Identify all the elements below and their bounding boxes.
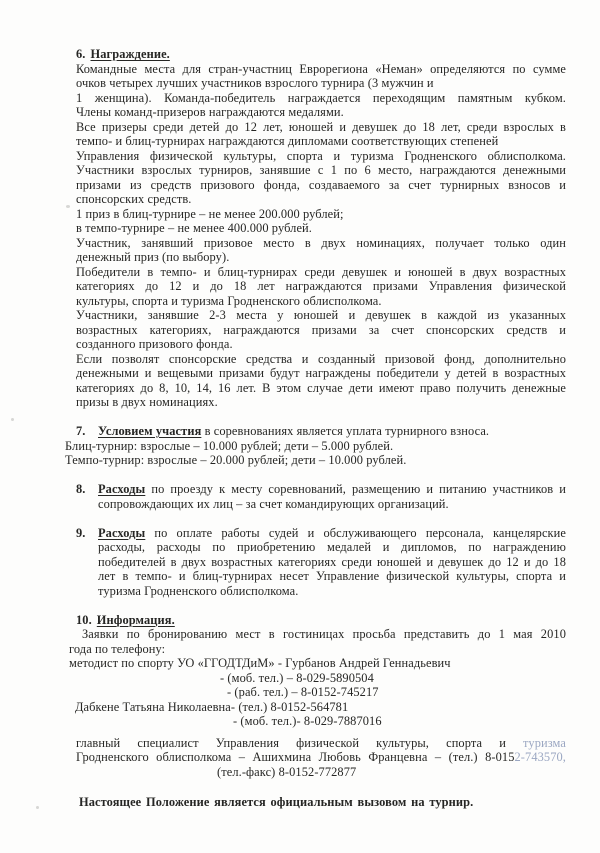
doc-line xyxy=(76,352,566,367)
doc-line xyxy=(76,178,566,193)
text-run: категориях до 8, 10, 14, 16 лет. В этом случае дети имеют право получить денежные xyxy=(76,380,566,395)
paragraph-gap xyxy=(76,779,566,795)
text-run: созданного призового фонда. xyxy=(76,337,233,351)
section-title: Награждение. xyxy=(90,47,170,61)
item-number: 8. xyxy=(76,482,86,496)
faded-text: туризма xyxy=(523,735,566,750)
doc-line xyxy=(76,207,566,222)
doc-line xyxy=(76,497,566,512)
doc-line xyxy=(76,265,566,280)
text-run: (тел.-факс) 8-0152-772877 xyxy=(217,764,357,779)
doc-line xyxy=(220,671,566,686)
text-run: очков четырех лучших участников взрослого турнира (3 мужчин и xyxy=(76,76,434,90)
text-run: спонсорских средств. xyxy=(76,192,192,206)
text-run: 1 приз в блиц-турнире – не менее 200.000 рублей; xyxy=(76,206,344,221)
doc-line xyxy=(76,134,566,149)
doc-line xyxy=(76,76,566,91)
scan-speckle xyxy=(11,418,14,421)
doc-line xyxy=(76,236,566,251)
section-number: 10. xyxy=(76,612,92,627)
doc-line xyxy=(227,685,566,700)
text-run: победителей в двух возрастных категориях среди юношей и девушек до 12 и до 18 xyxy=(98,554,566,569)
text-run: туризма Гродненского облисполкома. xyxy=(98,583,299,598)
text-run: сопровождающих их лиц – за счет командирующих организаций. xyxy=(98,496,449,511)
text-run: лет в темпо- и блиц-турнирах несет Управление физической культуры, спорта и xyxy=(98,569,566,583)
text-run: в темпо-турнире – не менее 400.000 рублей. xyxy=(76,221,312,235)
text-run: денежными и вещевыми призами будут награждены победители у детей в возрастных xyxy=(76,366,566,380)
doc-line xyxy=(65,453,566,468)
doc-line xyxy=(69,642,566,657)
text-run: Если позволят спонсорские средства и созданный призовой фонд, дополнительно xyxy=(76,351,566,366)
item-number: 9. xyxy=(76,525,86,540)
doc-line xyxy=(65,439,566,454)
item-lead: Условием участия xyxy=(98,424,202,438)
doc-line xyxy=(79,795,566,810)
text-run: возрастных категориях, награждаются призами за счет спонсорских средств и xyxy=(76,322,566,337)
doc-line xyxy=(82,627,566,642)
text-run: Управления физической культуры, спорта и туризма Гродненского облисполкома. xyxy=(76,148,566,163)
text-run: Дабкене Татьяна Николаевна- (тел.) 8-0152-564781 xyxy=(75,699,349,714)
text-run: методист по спорту УО «ГГОДТДиМ» - Гурбанов Андрей Геннадьевич xyxy=(69,656,451,670)
doc-line xyxy=(75,700,566,715)
text-run: культуры, спорта и туризма Гродненского облисполкома. xyxy=(76,293,382,308)
doc-line xyxy=(76,569,566,584)
doc-line xyxy=(76,323,566,338)
numbered-item xyxy=(76,424,566,439)
doc-line xyxy=(76,192,566,207)
faded-text: 2-743570, xyxy=(514,750,566,764)
paragraph-gap xyxy=(76,468,566,483)
doc-line xyxy=(76,279,566,294)
scan-speckle xyxy=(66,205,70,208)
doc-line xyxy=(76,308,566,323)
numbered-item xyxy=(76,482,566,497)
text-run: призы в двух номинациях. xyxy=(76,395,218,409)
text-run: расходы, расходы по приобретению медалей и дипломов, по награждению xyxy=(98,540,566,554)
text-run: темпо- и блиц-турнирах награждаются дипломами соответствующих степеней xyxy=(76,134,499,148)
text-run: по проезду к месту соревнований, размещению и питанию участников и xyxy=(145,482,566,496)
item-lead: Расходы xyxy=(98,482,146,496)
section-title: Информация. xyxy=(96,612,175,627)
doc-line xyxy=(76,294,566,309)
scan-speckle xyxy=(36,806,39,809)
section-heading xyxy=(76,613,566,628)
text-run: Победители в темпо- и блиц-турнирах среди девушек и юношей в двух возрастных xyxy=(76,264,566,279)
text-run: в соревнованиях является уплата турнирного взноса. xyxy=(201,424,490,438)
text-run: - (моб. тел.) – 8-029-5890504 xyxy=(220,670,374,685)
text-run: Гродненского облисполкома – Ашихмина Любовь Францевна – (тел.) 8-015 xyxy=(76,750,515,764)
text-run: года по телефону: xyxy=(69,641,166,656)
text-run: Участники, занявшие 2-3 места у юношей и девушек в каждой из указанных xyxy=(76,308,566,322)
section-heading xyxy=(76,47,566,62)
doc-line xyxy=(76,105,566,120)
text-run: 1 женщина). Команда-победитель награждается переходящим памятным кубком. xyxy=(76,90,566,105)
text-run: Заявки по бронированию мест в гостиницах просьба представить до 1 мая 2010 xyxy=(82,627,566,641)
text-run: Все призеры среди детей до 12 лет, юношей и девушек до 18 лет, среди взрослых в xyxy=(76,119,566,134)
doc-line xyxy=(76,163,566,178)
doc-line xyxy=(233,714,566,729)
text-run: главный специалист Управления физической культуры, спорта и xyxy=(76,735,524,750)
doc-line xyxy=(217,765,566,780)
numbered-item xyxy=(76,526,566,541)
paragraph-gap xyxy=(76,598,566,613)
item-number: 7. xyxy=(76,424,86,438)
text-run: Темпо-турнир: взрослые – 20.000 рублей; дети – 10.000 рублей. xyxy=(65,453,407,467)
text-run: по оплате работы судей и обслуживающего персонала, канцелярские xyxy=(145,525,566,540)
text-run: Настоящее Положение является официальным вызовом на турнир. xyxy=(79,795,474,809)
doc-line xyxy=(69,656,566,671)
doc-line xyxy=(76,120,566,135)
section-number: 6. xyxy=(76,47,86,61)
doc-line xyxy=(76,555,566,570)
doc-line xyxy=(76,91,566,106)
doc-line xyxy=(76,221,566,236)
document-body xyxy=(65,47,566,810)
doc-line xyxy=(76,337,566,352)
doc-line xyxy=(76,584,566,599)
text-run: Блиц-турнир: взрослые – 10.000 рублей; дети – 5.000 рублей. xyxy=(65,438,394,453)
doc-line xyxy=(76,366,566,381)
doc-line xyxy=(76,149,566,164)
text-run: призами из средств призового фонда, создаваемого за счет турнирных взносов и xyxy=(76,177,566,192)
item-lead: Расходы xyxy=(98,525,146,540)
text-run: денежный приз (по выбору). xyxy=(76,250,230,264)
doc-line xyxy=(76,381,566,396)
text-run: - (раб. тел.) – 8-0152-745217 xyxy=(227,685,379,699)
doc-line xyxy=(76,62,566,77)
text-run: Участники взрослых турниров, занявшие с 1 по 6 место, награждаются денежными xyxy=(76,163,566,177)
doc-line xyxy=(76,395,566,410)
paragraph-gap xyxy=(76,410,566,425)
text-run: категориях до 12 и до 18 лет награждаются призами Управления физической xyxy=(76,279,566,293)
text-run: Члены команд-призеров награждаются медалями. xyxy=(76,105,344,119)
doc-line xyxy=(76,750,566,765)
text-run: - (моб. тел.)- 8-029-7887016 xyxy=(233,714,382,728)
text-run: Участник, занявший призовое место в двух номинациях, получает только один xyxy=(76,235,566,250)
doc-line xyxy=(76,250,566,265)
doc-line xyxy=(76,540,566,555)
paragraph-gap xyxy=(76,511,566,526)
doc-line xyxy=(76,736,566,751)
paragraph-gap xyxy=(76,729,566,736)
text-run: Командные места для стран-участниц Еврорегиона «Неман» определяются по сумме xyxy=(76,61,566,76)
